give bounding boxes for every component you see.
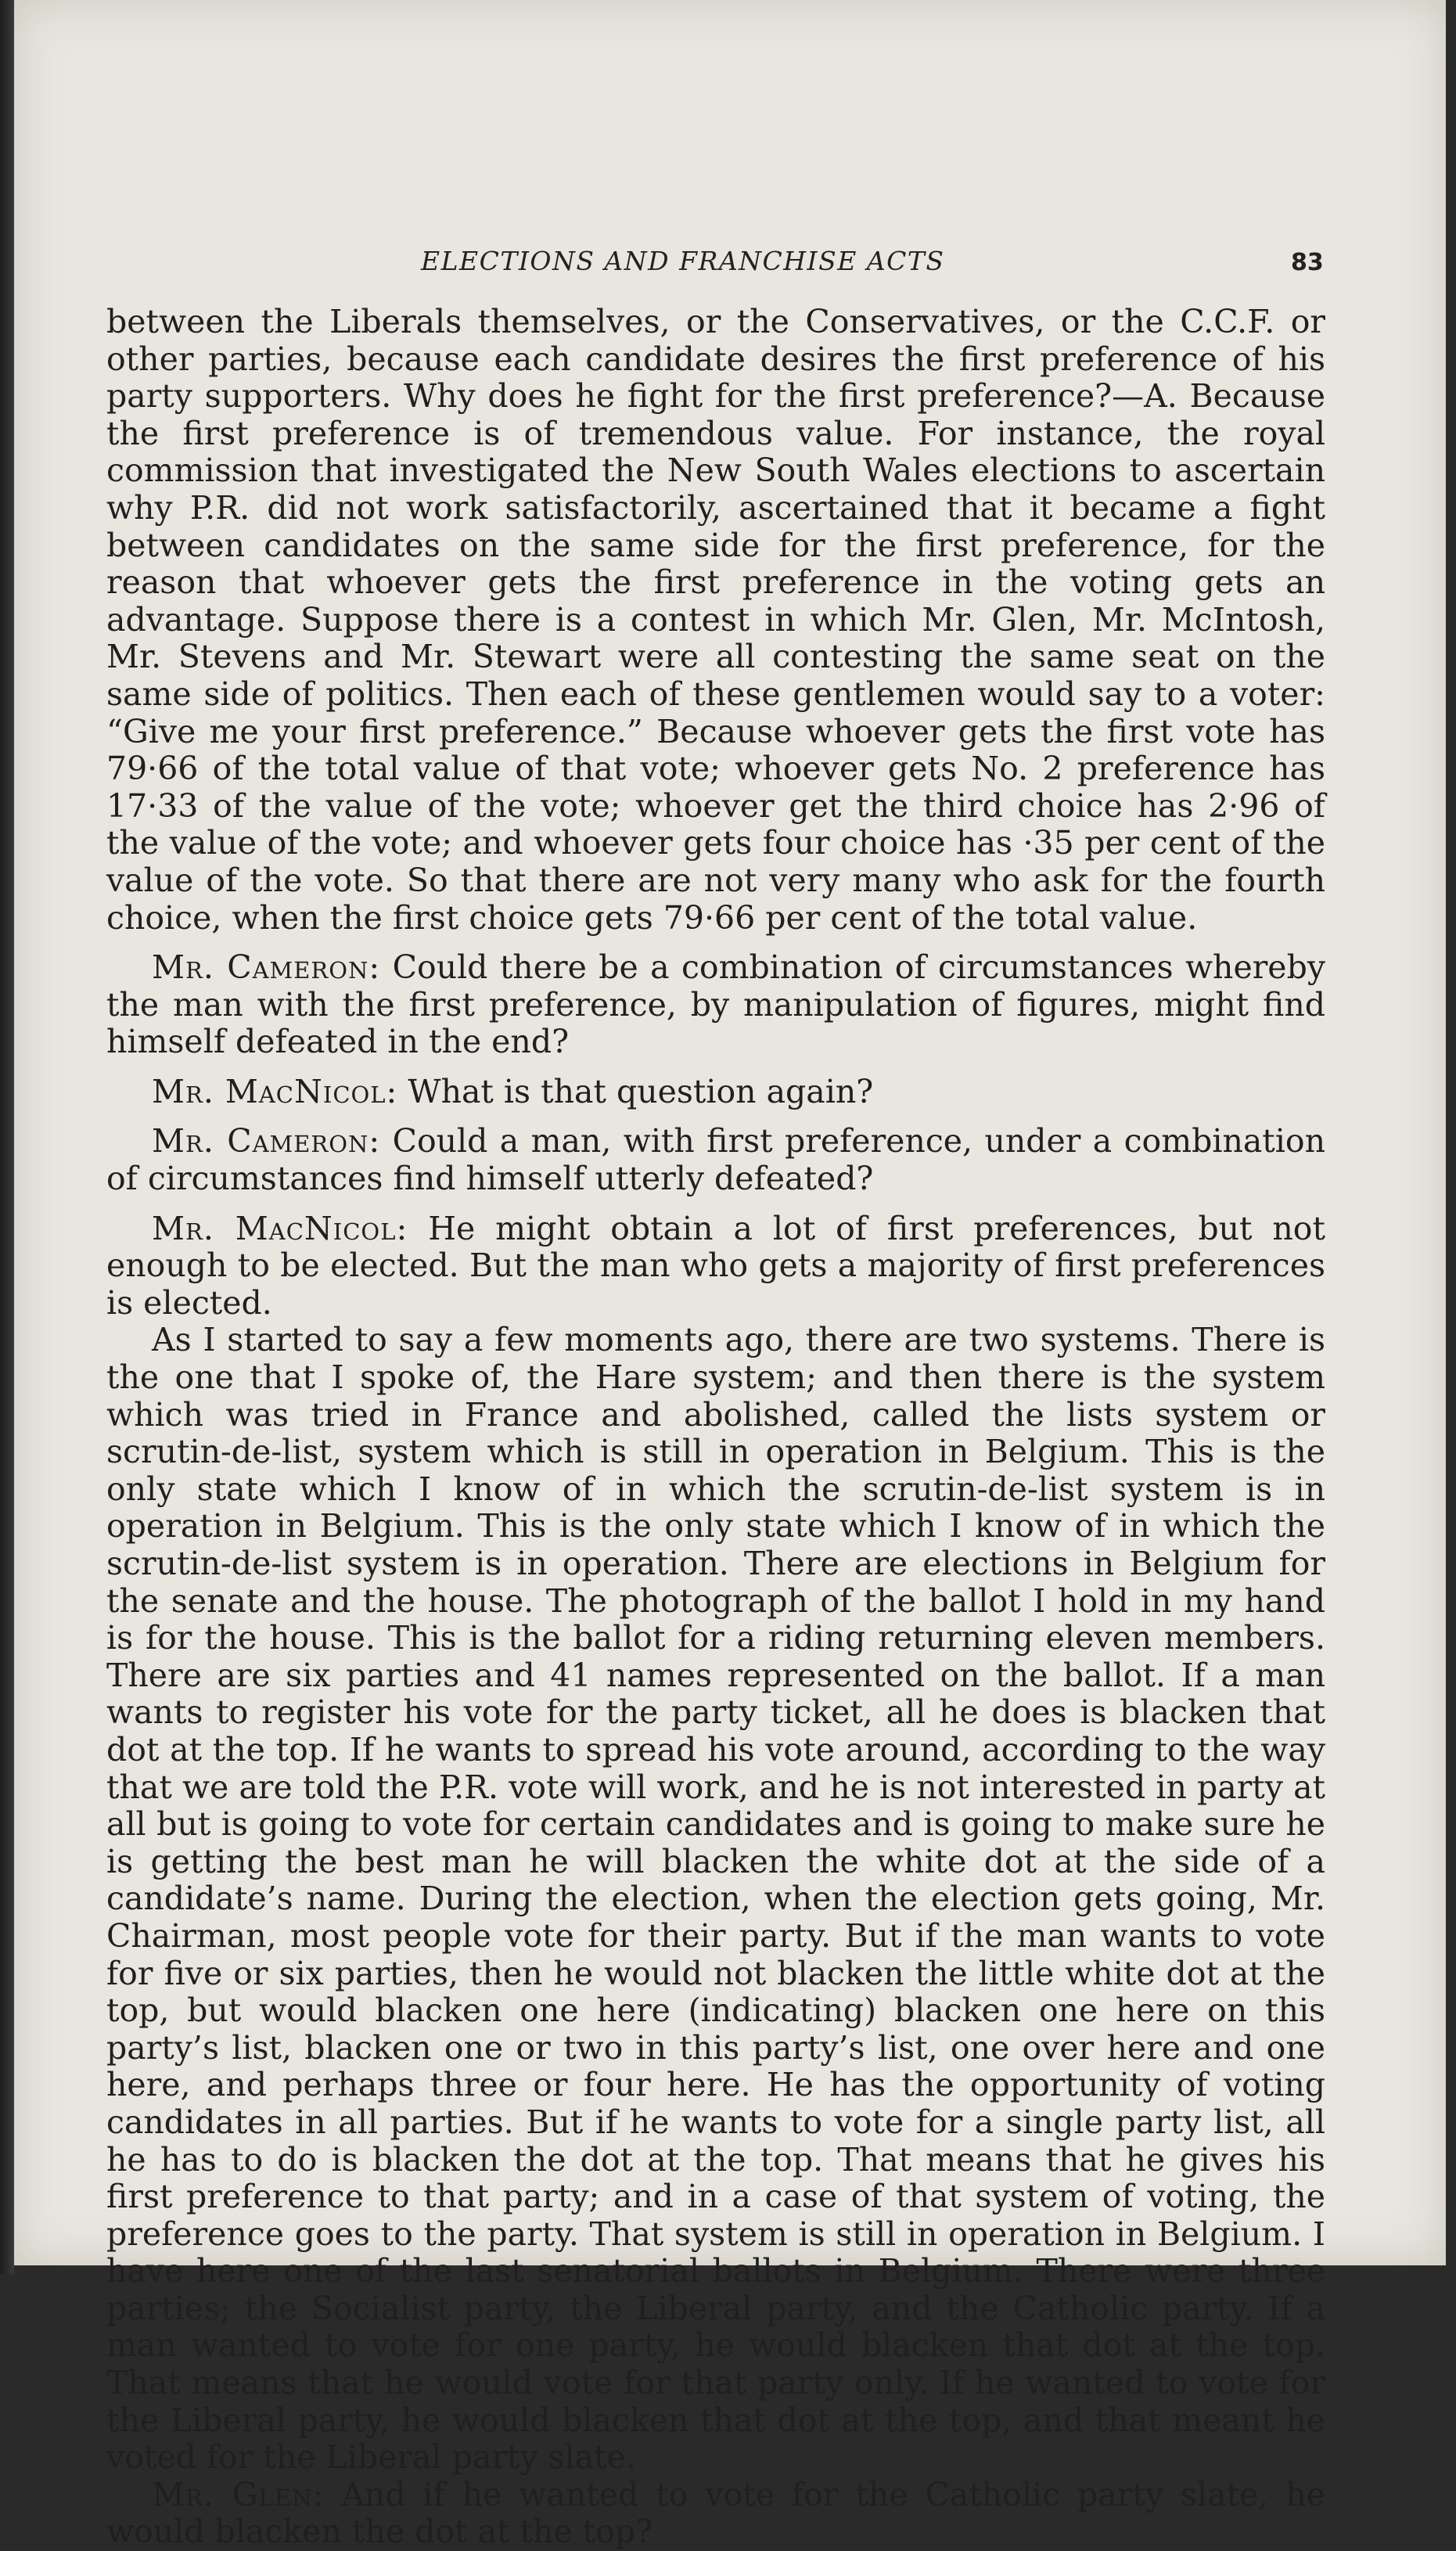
speaker-name: Mr. Cameron: [152,948,381,987]
paragraph-text: As I started to say a few moments ago, there are two systems. There is the one that I spoke of, the Hare system; and then there is the system which was tried in France and abolished, called the lists system or scrutin-de-list, system which is still in operation in Belgium. This is the only state which I know of in which the scrutin-de-list system is in operation in Belgium. This is the only state which I know of in which the scrutin-de-list system is in operation. There are elections in Belgium for the senate and the house. The photograph of the ballot I hold in my hand is for the house. This is the ballot for a riding returning eleven members. There are six parties and 41 names represented on the ballot. If a man wants to register his vote for the party ticket, all he does is blacken that dot at the top. If he wants to spread his vote around, according to the way that we are told the P.R. vote will work, and he is not interested in party at all but is going to vote for certain candidates and is going to make sure he is getting the best man he will blacken the white dot at the side of a candidate’s name. During the election, when the election gets going, Mr. Chairman, most people vote for their party. But if the man wants to vote for five or six parties, then he would not blacken the little white dot at the top, but would blacken one here (indicating) blacken one here on this party’s list, blacken one or two in this party’s list, one over here and one here, and perhaps three or four here. He has the opportunity of voting candidates in all parties. But if he wants to vote for a single party list, all he has to do is blacken the dot at the top. That means that he gives his first preference to that party; and in a case of that system of voting, the preference goes to the party. That system is still in operation in Belgium. I have here one of the last senatorial ballots in Belgium. There were three parties; the Socialist party, the Liberal party, and the Catholic party. If a man wanted to vote for one party, he would blacken that dot at the top. That means that he would vote for that party only. If he wanted to vote for the Liberal party, he would blacken that dot at the top, and that meant he voted for the Liberal party slate. [106,1321,1325,2477]
paragraph-text: Could there be a combination of circumstances whereby the man with the first preference, by manipulation of figures, might find himself defeated in the end? [106,948,1325,1061]
running-title: ELECTIONS AND FRANCHISE ACTS [421,246,945,276]
paragraph-text: He might obtain a lot of first preferences, but not enough to be elected. But the man who gets a majority of first preferences is elected. [106,1209,1325,1322]
speaker-name: Mr. MacNicol: [152,1209,408,1247]
page-header [14,246,1446,285]
paragraph [106,1074,1325,1111]
paragraph [106,1211,1325,1322]
paragraph [106,1322,1325,2476]
document-page [14,0,1446,2551]
speaker-name: Mr. Cameron: [152,1122,381,1160]
speaker-name: Mr. Glen: [152,2475,325,2513]
scan-edge [0,0,14,2275]
body-text [106,304,1325,2551]
paragraph [106,2477,1325,2551]
paragraph [106,949,1325,1061]
paragraph [106,1123,1325,1197]
page-number: 83 [1291,249,1324,276]
speaker-name: Mr. MacNicol: [152,1072,398,1110]
paragraph-text: between the Liberals themselves, or the Conservatives, or the C.C.F. or other parties, because each candidate desires the first preference of his party supporters. Why does he fight for the first preference?—A. Because the first preference is of tremendous value. For instance, the royal commission that investigated the New South Wales elections to ascertain why P.R. did not work satisfactorily, ascertained that it became a fight between candidates on the same side for the first preference, for the reason that whoever gets the first preference in the voting gets an advantage. Suppose there is a contest in which Mr. Glen, Mr. McIntosh, Mr. Stevens and Mr. Stewart were all contesting the same seat on the same side of politics. Then each of these gentlemen would say to a voter: “Give me your first preference.” Because whoever gets the first vote has 79·66 of the total value of that vote; whoever gets No. 2 preference has 17·33 of the value of the vote; whoever get the third choice has 2·96 of the value of the vote; and whoever gets four choice has ·35 per cent of the value of the vote. So that there are not very many who ask for the fourth choice, when the first choice gets 79·66 per cent of the total value. [106,303,1325,937]
paragraph-text: What is that question again? [408,1072,874,1110]
paragraph [106,304,1325,937]
paragraph-text: Could a man, with first preference, under a combination of circumstances find himself utterly defeated? [106,1122,1325,1198]
paragraph-text: And if he wanted to vote for the Catholic party slate, he would blacken the dot at the top? [106,2475,1325,2551]
